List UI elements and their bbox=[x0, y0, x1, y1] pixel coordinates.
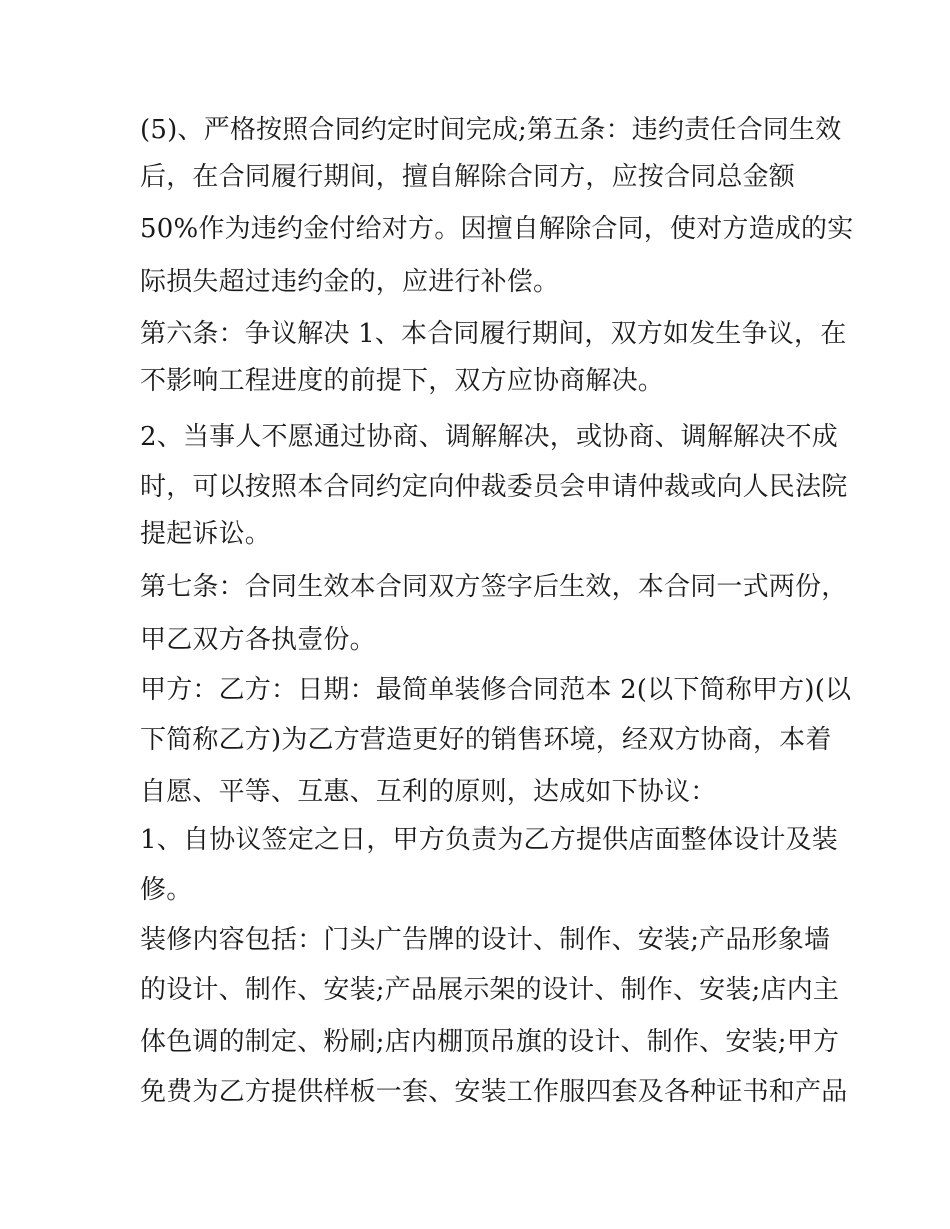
text-line: 提起诉讼。 bbox=[140, 519, 272, 549]
text-line: 下简称乙方)为乙方营造更好的销售环境，经双方协商，本着 bbox=[140, 725, 832, 755]
text-line: 第六条：争议解决 1、本合同履行期间，双方如发生争议，在 bbox=[140, 319, 847, 349]
text-line: 2、当事人不愿通过协商、调解解决，或协商、调解解决不成 bbox=[140, 422, 838, 452]
text-line: 免费为乙方提供样板一套、安装工作服四套及各种证书和产品 bbox=[140, 1077, 848, 1107]
text-line: 1、自协议签定之日，甲方负责为乙方提供店面整体设计及装 bbox=[140, 825, 838, 855]
text-line: 不影响工程进度的前提下，双方应协商解决。 bbox=[140, 366, 665, 396]
text-line: 50%作为违约金付给对方。因擅自解除合同，使对方造成的实 bbox=[140, 214, 854, 244]
text-line: 甲乙双方各执壹份。 bbox=[140, 625, 376, 655]
text-line: 后，在合同履行期间，擅自解除合同方，应按合同总金额 bbox=[140, 162, 796, 192]
text-line: 修。 bbox=[140, 875, 193, 905]
text-line: 甲方：乙方：日期：最简单装修合同范本 2(以下简称甲方)(以 bbox=[140, 675, 852, 705]
text-line: 际损失超过违约金的，应进行补偿。 bbox=[140, 267, 560, 297]
text-line: 自愿、平等、互惠、互利的原则，达成如下协议： bbox=[140, 777, 717, 807]
text-line: (5)、严格按照合同约定时间完成;第五条：违约责任合同生效 bbox=[140, 115, 842, 145]
text-line: 第七条：合同生效本合同双方签字后生效，本合同一式两份， bbox=[140, 572, 848, 602]
text-line: 体色调的制定、粉刷;店内棚顶吊旗的设计、制作、安装;甲方 bbox=[140, 1027, 840, 1057]
text-line: 的设计、制作、安装;产品展示架的设计、制作、安装;店内主 bbox=[140, 975, 840, 1005]
text-line: 时，可以按照本合同约定向仲裁委员会申请仲裁或向人民法院 bbox=[140, 472, 848, 502]
text-line: 装修内容包括：门头广告牌的设计、制作、安装;产品形象墙 bbox=[140, 925, 831, 955]
